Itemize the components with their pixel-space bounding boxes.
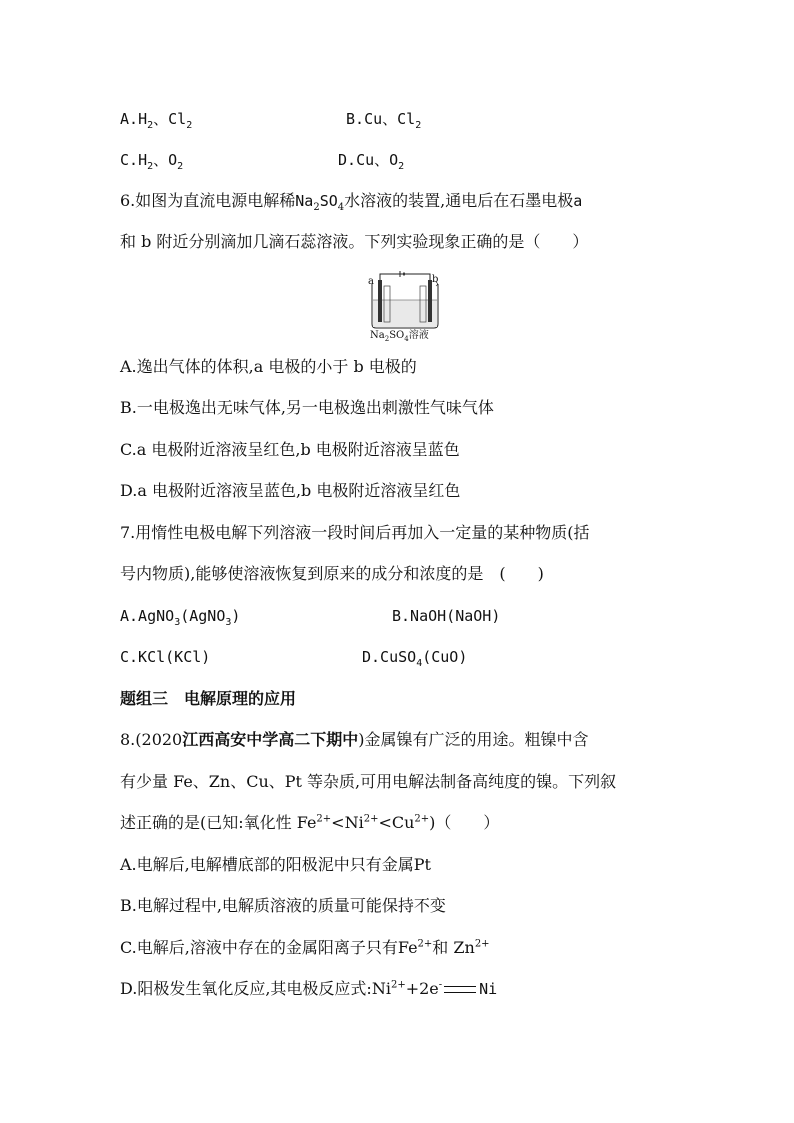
figure-electrode-b-label: b [432,274,439,285]
figure-electrode-a-label: a [368,276,374,287]
equals-sign [444,986,476,993]
q6-stem-line2: 和 b 附近分别滴加几滴石蕊溶液。下列实验现象正确的是（ ） [120,232,589,251]
q8-stem-line3: 述正确的是(已知:氧化性 $Fe^{2+}<Ni^{2+}<Cu^{2+}$)（ ） [120,813,500,832]
q8-option-c: C.电解后,溶液中存在的金属阳离子只有$Fe^{2+}$和 $Zn^{2+}$ [120,938,490,957]
q8-option-a: A.电解后,电解槽底部的阳极泥中只有金属Pt [120,855,431,874]
q5-option-c: $C.H_2$、$O_2$ [120,151,184,172]
q8-option-d: D.阳极发生氧化反应,其电极反应式$:Ni^{2+}+2e^-$ Ni [120,979,498,998]
q7-stem-line2: 号内物质),能够使溶液恢复到原来的成分和浓度的是 ( ) [120,564,544,583]
q5-option-a: $A.H_2$、$Cl_2$ [120,110,193,131]
q7-stem-line1: 7.用惰性电极电解下列溶液一段时间后再加入一定量的某种物质(括 [120,523,590,542]
q6-option-b: B.一电极逸出无味气体,另一电极逸出刺激性气味气体 [120,398,494,417]
q5-option-d: D.Cu、$O_2$ [338,151,405,172]
q7-option-c: C.KCl(KCl) [120,648,211,666]
q8-stem-line1: 8.(2020江西高安中学高二下期中)金属镍有广泛的用途。粗镍中含 [120,730,589,749]
figure-caption: $Na_2SO_4$溶液 [370,330,429,343]
q7-option-d: D.CuSO$_4$(CuO) [362,648,468,669]
q6-stem-line1: 6.如图为直流电源电解稀$Na_2SO_4$水溶液的装置,通电后在石墨电极a [120,191,583,214]
q7-option-b: B.NaOH(NaOH) [392,607,501,625]
q6-option-c: C.a 电极附近溶液呈红色,b 电极附近溶液呈蓝色 [120,440,460,459]
q8-stem-line2: 有少量 Fe、Zn、Cu、Pt 等杂质,可用电解法制备高纯度的镍。下列叙 [120,772,617,791]
q8-option-b: B.电解过程中,电解质溶液的质量可能保持不变 [120,896,446,915]
section-heading: 题组三 电解原理的应用 [120,689,297,708]
q5-option-b: B.Cu、$Cl_2$ [346,110,422,131]
q7-option-a: A.AgNO$_3$(AgNO$_3$) [120,607,241,628]
q6-option-a: A.逸出气体的体积,a 电极的小于 b 电极的 [120,357,417,376]
q6-option-d: D.a 电极附近溶液呈蓝色,b 电极附近溶液呈红色 [120,481,461,500]
